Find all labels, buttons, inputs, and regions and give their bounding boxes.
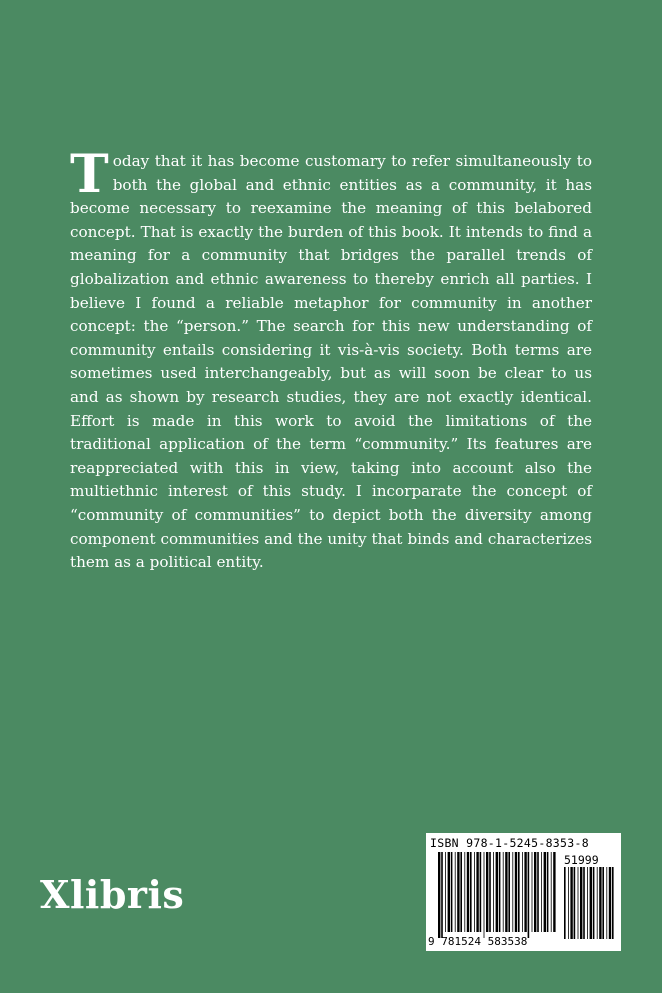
- barcode-main-bars: [438, 852, 558, 938]
- blurb-text: oday that it has become customary to refer simultaneously to both the global and ethnic entities as a community, it has become necessary to reexamine the meaning of this belabored concept. That is exactly the burden of this book. It intends to find a meaning for a community that bridges the parallel trends of globalization and ethnic awareness to thereby enrich all parties. I believe I found a reliable metaphor for community in another concept: the “person.” The search for this new understanding of community entails considering it vis-à-vis society. Both terms are sometimes used interchangeably, but as will soon be clear to us and as shown by research studies, they are not exactly identical. Effort is made in this work to avoid the limitations of the traditional application of the term “community.” Its features are reappreciated with this in view, taking into account also the multiethnic interest of this study. I incorparate the concept of “community of communities” to depict both the diversity among component communities and the unity that binds and characterizes them as a political entity.: [70, 152, 592, 572]
- price-code: 51999: [564, 853, 599, 867]
- blurb-paragraph: [70, 144, 592, 575]
- drop-cap: T: [70, 144, 109, 205]
- barcode-digits: 9 781524 583538: [428, 935, 528, 948]
- publisher-logo: Xlibris: [40, 872, 185, 917]
- isbn-label: ISBN 978-1-5245-8353-8: [430, 836, 589, 850]
- barcode-addon-bars: [564, 867, 614, 945]
- isbn-barcode: [426, 833, 621, 951]
